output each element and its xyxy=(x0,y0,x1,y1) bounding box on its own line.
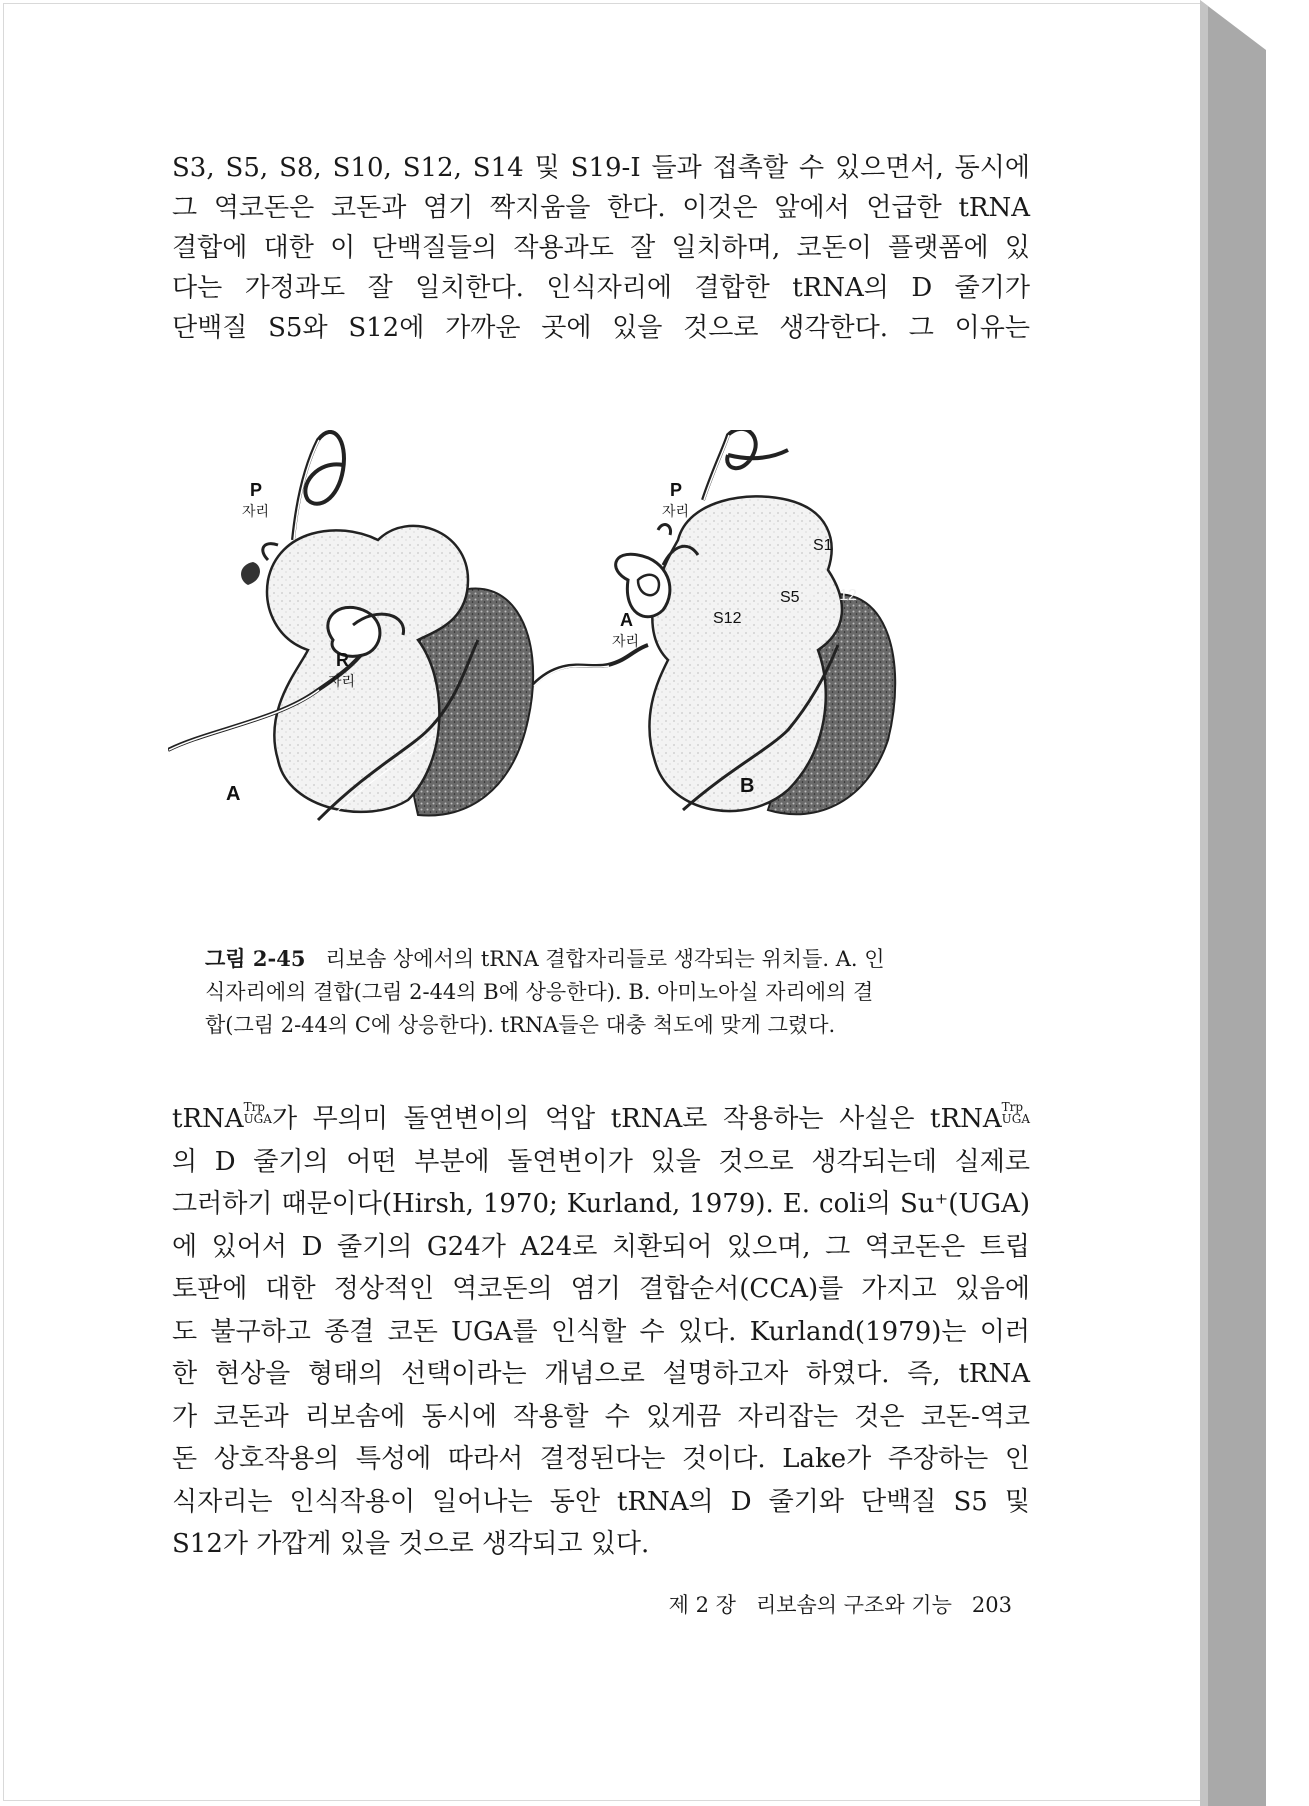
text-line: 의 D 줄기의 어떤 부분에 돌연변이가 있을 것으로 생각되는데 실제로 xyxy=(172,1146,1030,1177)
panel-b-s12-label: S12 xyxy=(713,610,742,627)
panel-a-r-label: R xyxy=(336,650,349,670)
text-line: 가 코돈과 리보솜에 동시에 작용할 수 있게끔 자리잡는 것은 코돈-역코 xyxy=(172,1401,1030,1432)
panel-a-r-label-ko: 자리 xyxy=(328,673,356,689)
panel-a-p-label-ko: 자리 xyxy=(242,503,270,519)
text-line: 단백질 S5와 S12에 가까운 곳에 있을 것으로 생각한다. 그 이유는 xyxy=(172,313,1030,343)
panel-a-drawing xyxy=(168,432,533,825)
text-line: 에 있어서 D 줄기의 G24가 A24로 치환되어 있으며, 그 역코돈은 트립 xyxy=(172,1231,1030,1262)
panel-a-p-label: P xyxy=(250,480,263,500)
text-line: 식자리는 인식작용이 일어나는 동안 tRNA의 D 줄기와 단백질 S5 및 xyxy=(172,1486,1030,1517)
text-line: S3, S5, S8, S10, S12, S14 및 S19-I 들과 접촉할 수 있으면서, 동시에 xyxy=(172,153,1030,183)
chapter-title: 리보솜의 구조와 기능 xyxy=(755,1593,952,1617)
top-paragraph xyxy=(172,148,1030,348)
running-footer xyxy=(612,1589,1012,1619)
ribosome-figure xyxy=(168,430,1028,910)
text-line: S12가 가깝게 있을 것으로 생각되고 있다. xyxy=(172,1529,650,1559)
chapter-label: 제 2 장 xyxy=(668,1593,736,1617)
panel-b-s1-label: S1 xyxy=(813,537,833,554)
figure-caption xyxy=(205,942,1005,1042)
text-line: tRNA $^{Trp UGA}$ 가 무의미 돌연변이의 억압 tRNA로 작용하는 사실은 tRNA $^{Trp UGA}$ xyxy=(172,1100,1030,1134)
text-line: 한 현상을 형태의 선택이라는 개념으로 설명하고자 하였다. 즉, tRNA xyxy=(172,1359,1030,1389)
caption-line: 식자리에의 결합(그림 2-44의 B에 상응한다). B. 아미노아실 자리에의 결 xyxy=(205,980,874,1004)
panel-b-a-label-ko: 자리 xyxy=(612,633,640,649)
page-number: 203 xyxy=(971,1593,1012,1617)
figure-label: 그림 2-45 xyxy=(205,946,306,971)
text-line: 그러하기 때문이다(Hirsh, 1970; Kurland, 1979). E. coli의 Su⁺(UGA) xyxy=(172,1189,1030,1219)
text-line: 결합에 대한 이 단백질들의 작용과도 잘 일치하며, 코돈이 플랫폼에 있 xyxy=(172,233,1030,263)
text-line: 그 역코돈은 코돈과 염기 짝지움을 한다. 이것은 앞에서 언급한 tRNA xyxy=(172,193,1030,223)
text-line: 도 불구하고 종결 코돈 UGA를 인식할 수 있다. Kurland(1979)는 이러 xyxy=(172,1316,1030,1347)
text-line: 토판에 대한 정상적인 역코돈의 염기 결합순서(CCA)를 가지고 있음에 xyxy=(172,1274,1030,1304)
book-page-edge xyxy=(1200,0,1309,1806)
panel-a-letter: A xyxy=(226,783,241,805)
text-line: 돈 상호작용의 특성에 따라서 결정된다는 것이다. Lake가 주장하는 인 xyxy=(172,1444,1030,1474)
panel-b-s5-label: S5 xyxy=(780,589,800,606)
body-paragraph xyxy=(172,1098,1030,1566)
panel-b-a-label: A xyxy=(620,610,633,630)
panel-b-p-label: P xyxy=(670,480,683,500)
panel-b-letter: B xyxy=(740,775,755,797)
caption-line: 리보솜 상에서의 tRNA 결합자리들로 생각되는 위치들. A. 인 xyxy=(325,947,885,971)
text-line: 다는 가정과도 잘 일치한다. 인식자리에 결합한 tRNA의 D 줄기가 xyxy=(172,273,1030,303)
panel-b-p-label-ko: 자리 xyxy=(662,503,690,519)
panel-b-l7-label: L7/L12 xyxy=(808,587,857,604)
caption-line: 합(그림 2-44의 C에 상응한다). tRNA들은 대충 척도에 맞게 그렸다. xyxy=(205,1013,836,1037)
